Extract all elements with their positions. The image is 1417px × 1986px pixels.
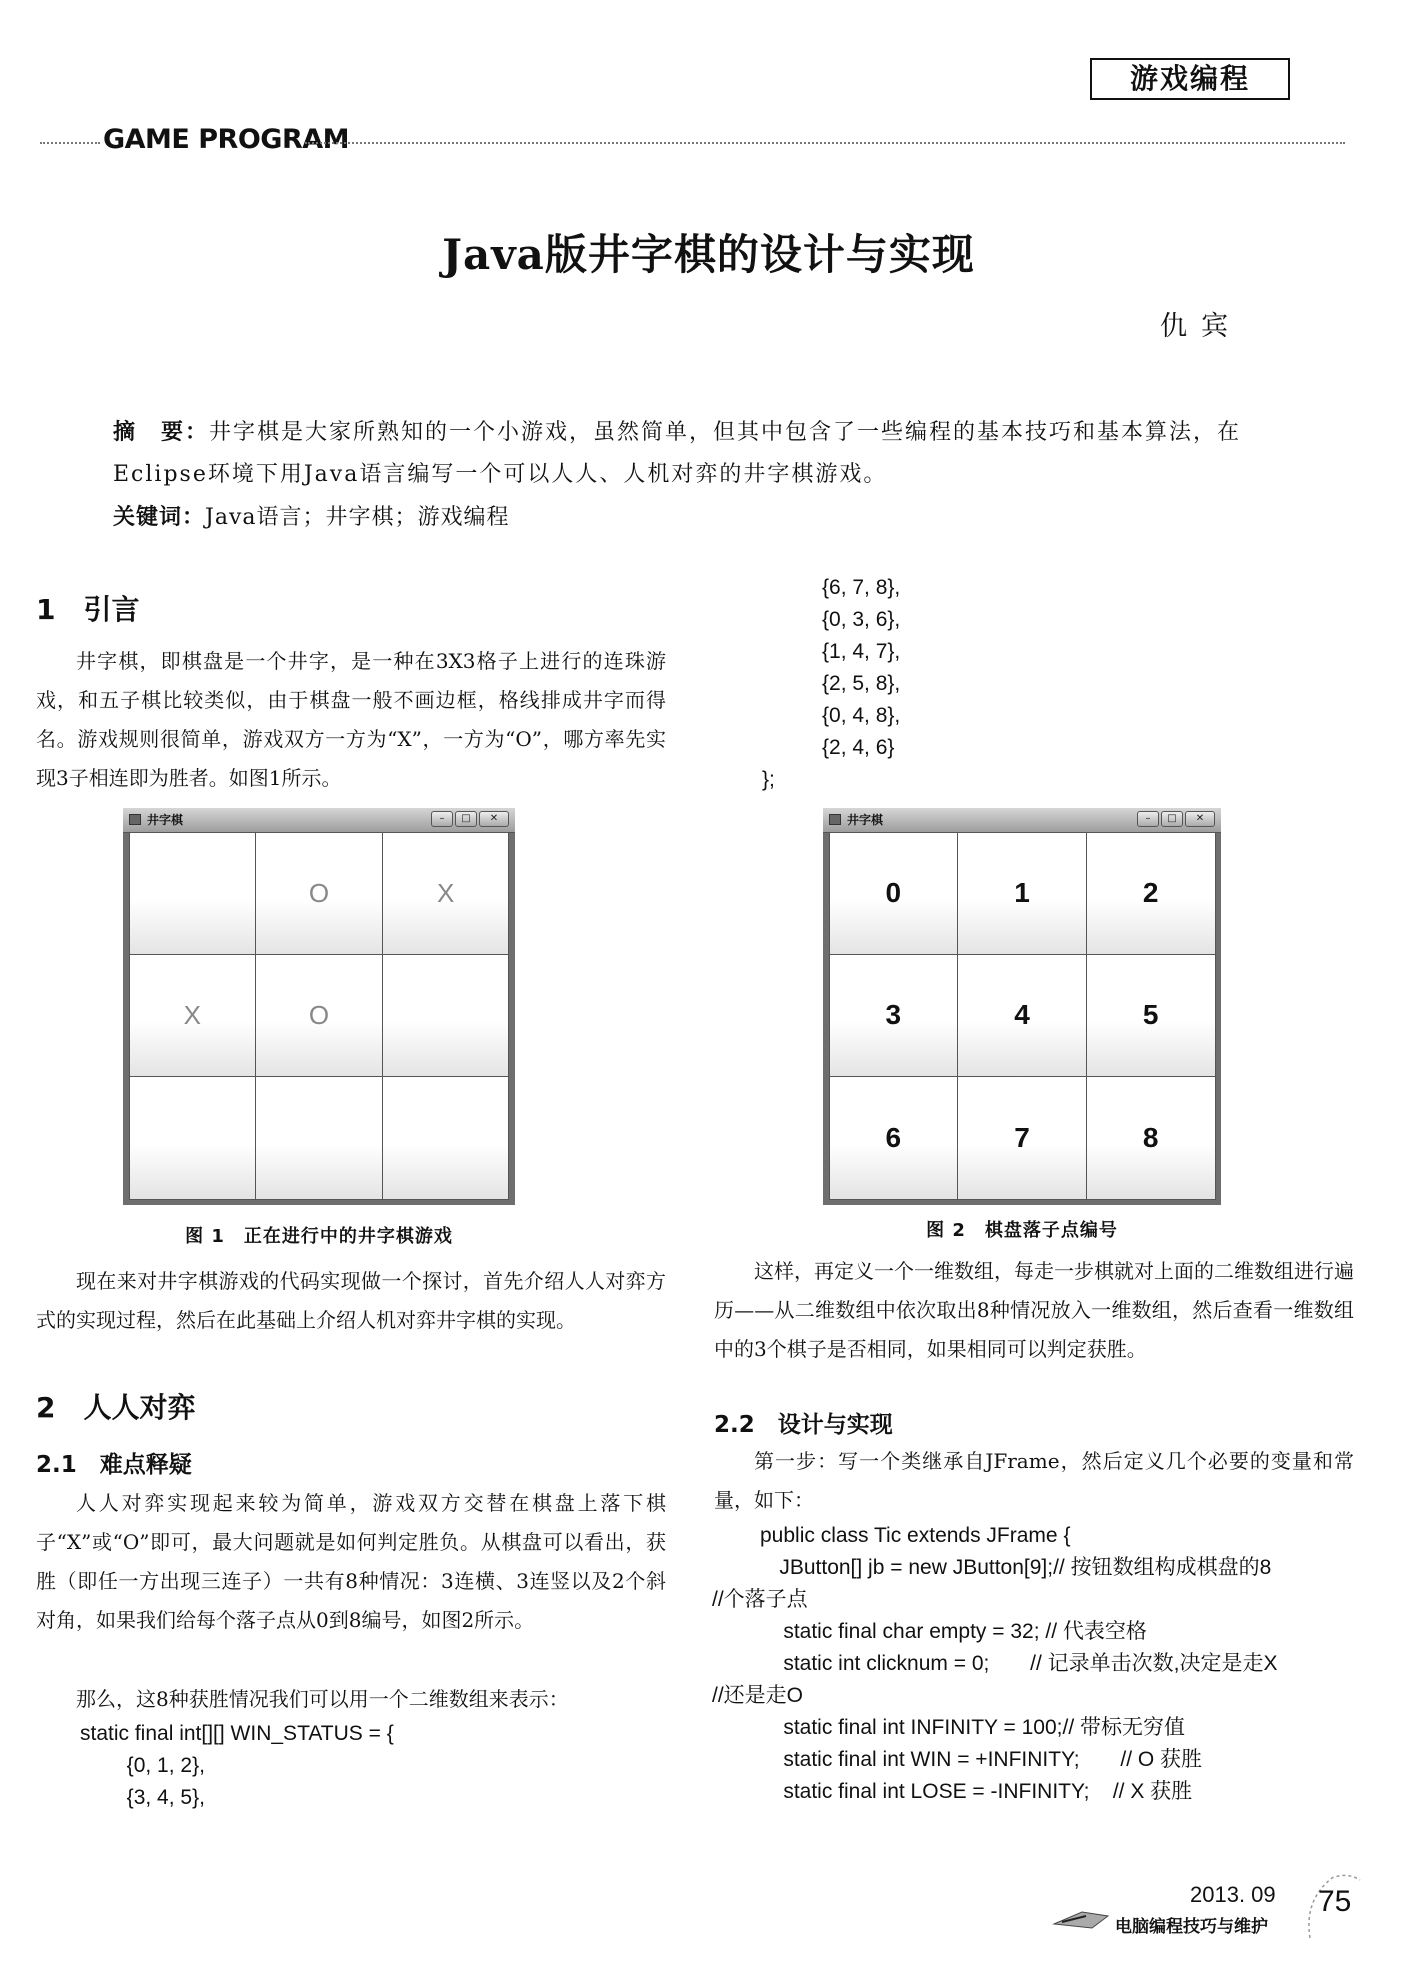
paragraph-difficulty: 人人对弈实现起来较为简单，游戏双方交替在棋盘上落下棋子“X”或“O”即可，最大问题就是如何判定胜负。从棋盘可以看出，获胜（即任一方出现三连子）一共有8种情况：3连横、3连竖以及2个斜对角，如果我们给每个落子点从0到8编号，如图2所示。 — [36, 1491, 666, 1632]
board-cell[interactable]: 1 — [957, 832, 1087, 955]
code-line: {2, 4, 6} — [822, 736, 895, 759]
figure1-window — [123, 808, 515, 1205]
code-line: {2, 5, 8}, — [822, 672, 901, 695]
journal-name: 电脑编程技巧与维护 — [1115, 1917, 1268, 1937]
heading-design: 2.2 设计与实现 — [714, 1412, 893, 1438]
code-line: //个落子点 — [712, 1588, 808, 1611]
board-cell[interactable]: 8 — [1086, 1076, 1216, 1199]
code-line: JButton[] jb = new JButton[9];// 按钮数组构成棋盘的8 — [756, 1556, 1272, 1579]
paragraph-array-intro: 那么，这8种获胜情况我们可以用一个二维数组来表示： — [76, 1687, 569, 1711]
board-cell[interactable] — [129, 1076, 257, 1199]
code-line: static final int INFINITY = 100;// 带标无穷值 — [760, 1716, 1185, 1739]
close-icon[interactable]: ✕ — [1185, 811, 1215, 827]
issue-date: 2013. 09 — [1190, 1882, 1276, 1907]
figure2-window — [823, 808, 1221, 1205]
maximize-icon[interactable]: □ — [455, 811, 477, 827]
code-line: static final int WIN = +INFINITY; // O 获胜 — [760, 1748, 1203, 1771]
code-line: {3, 4, 5}, — [80, 1786, 205, 1809]
article-title: Java版井字棋的设计与实现 — [442, 230, 975, 279]
board-cell[interactable]: 3 — [829, 954, 959, 1077]
board-cell[interactable]: X — [382, 832, 510, 955]
heading-intro: 1 引言 — [36, 593, 140, 626]
code-line: {0, 3, 6}, — [822, 608, 901, 631]
maximize-icon[interactable]: □ — [1161, 811, 1183, 827]
board-cell[interactable] — [382, 954, 510, 1077]
board-cell[interactable]: O — [255, 954, 383, 1077]
code-left — [80, 1718, 394, 1814]
code-array-continued — [822, 572, 900, 764]
board-cell[interactable]: 0 — [829, 832, 959, 955]
code-close: }; — [762, 768, 775, 791]
board-cell[interactable] — [255, 1076, 383, 1199]
code-line: static final char empty = 32; // 代表空格 — [760, 1620, 1147, 1643]
board-cell[interactable] — [129, 832, 257, 955]
code-line: static final int[][] WIN_STATUS = { — [80, 1722, 394, 1745]
section-english: GAME PROGRAM — [103, 124, 350, 155]
paragraph-step1: 第一步：写一个类继承自JFrame，然后定义几个必要的变量和常量，如下： — [714, 1449, 1354, 1512]
board-cell[interactable]: 4 — [957, 954, 1087, 1077]
abstract — [113, 412, 1313, 496]
board-cell[interactable]: 5 — [1086, 954, 1216, 1077]
minimize-icon[interactable]: – — [1137, 811, 1159, 827]
heading-difficulty: 2.1 难点释疑 — [36, 1452, 192, 1478]
figure1-caption: 图 1 正在进行中的井字棋游戏 — [185, 1226, 453, 1247]
board-cell[interactable]: 7 — [957, 1076, 1087, 1199]
heading-pvp: 2 人人对弈 — [36, 1391, 196, 1424]
figure2-caption: 图 2 棋盘落子点编号 — [926, 1220, 1118, 1241]
paragraph-after-figure2: 这样，再定义一个一维数组，每走一步棋就对上面的二维数组进行遍历——从二维数组中依次取出8种情况放入一维数组，然后查看一维数组中的3个棋子是否相同，如果相同可以判定获胜。 — [714, 1259, 1354, 1361]
page-number: 75 — [1318, 1885, 1352, 1918]
code-line: {0, 1, 2}, — [80, 1754, 205, 1777]
keywords — [113, 497, 510, 539]
figure2-titlebar — [823, 808, 1221, 833]
journal-logo-icon — [1052, 1908, 1110, 1930]
paragraph-after-figure1: 现在来对井字棋游戏的代码实现做一个探讨，首先介绍人人对弈方式的实现过程，然后在此基础上介绍人机对弈井字棋的实现。 — [36, 1269, 666, 1332]
board-cell[interactable]: O — [255, 832, 383, 955]
code-line: static final int LOSE = -INFINITY; // X 获胜 — [760, 1780, 1193, 1803]
abstract-text: 井字棋是大家所熟知的一个小游戏，虽然简单，但其中包含了一些编程的基本技巧和基本算法，在Eclipse环境下用Java语言编写一个可以人人、人机对弈的井字棋游戏。 — [113, 420, 1242, 487]
figure2-window-title: 井字棋 — [847, 813, 884, 827]
app-icon — [829, 814, 841, 825]
app-icon — [129, 814, 141, 825]
code-line: {6, 7, 8}, — [822, 576, 901, 599]
section-tag: 游戏编程 — [1090, 58, 1290, 100]
keywords-label: 关键词： — [113, 505, 206, 530]
minimize-icon[interactable]: – — [431, 811, 453, 827]
header-rule-right — [305, 142, 1345, 144]
code-line: //还是走O — [712, 1684, 804, 1707]
board-cell[interactable]: 6 — [829, 1076, 959, 1199]
board-cell[interactable]: X — [129, 954, 257, 1077]
article-author: 仇宾 — [1160, 311, 1242, 342]
board-cell[interactable]: 2 — [1086, 832, 1216, 955]
figure1-board — [129, 832, 509, 1199]
header-rule-left — [40, 142, 100, 144]
abstract-label: 摘 要： — [113, 420, 210, 445]
keywords-text: Java语言；井字棋；游戏编程 — [205, 505, 510, 530]
figure2-board — [829, 832, 1215, 1199]
figure1-titlebar — [123, 808, 515, 833]
code-line: static int clicknum = 0; // 记录单击次数,决定是走X — [760, 1652, 1278, 1675]
close-icon[interactable]: ✕ — [479, 811, 509, 827]
code-line: public class Tic extends JFrame { — [760, 1524, 1071, 1547]
intro-paragraph: 井字棋，即棋盘是一个井字，是一种在3X3格子上进行的连珠游戏，和五子棋比较类似，由于棋盘一般不画边框，格线排成井字而得名。游戏规则很简单，游戏双方一方为“X”，一方为“O”，哪方率先实现3子相连即为胜者。如图1所示。 — [36, 649, 666, 790]
board-cell[interactable] — [382, 1076, 510, 1199]
code-line: {0, 4, 8}, — [822, 704, 901, 727]
code-line: {1, 4, 7}, — [822, 640, 901, 663]
code-class — [712, 1520, 1278, 1808]
figure1-window-title: 井字棋 — [147, 813, 184, 827]
